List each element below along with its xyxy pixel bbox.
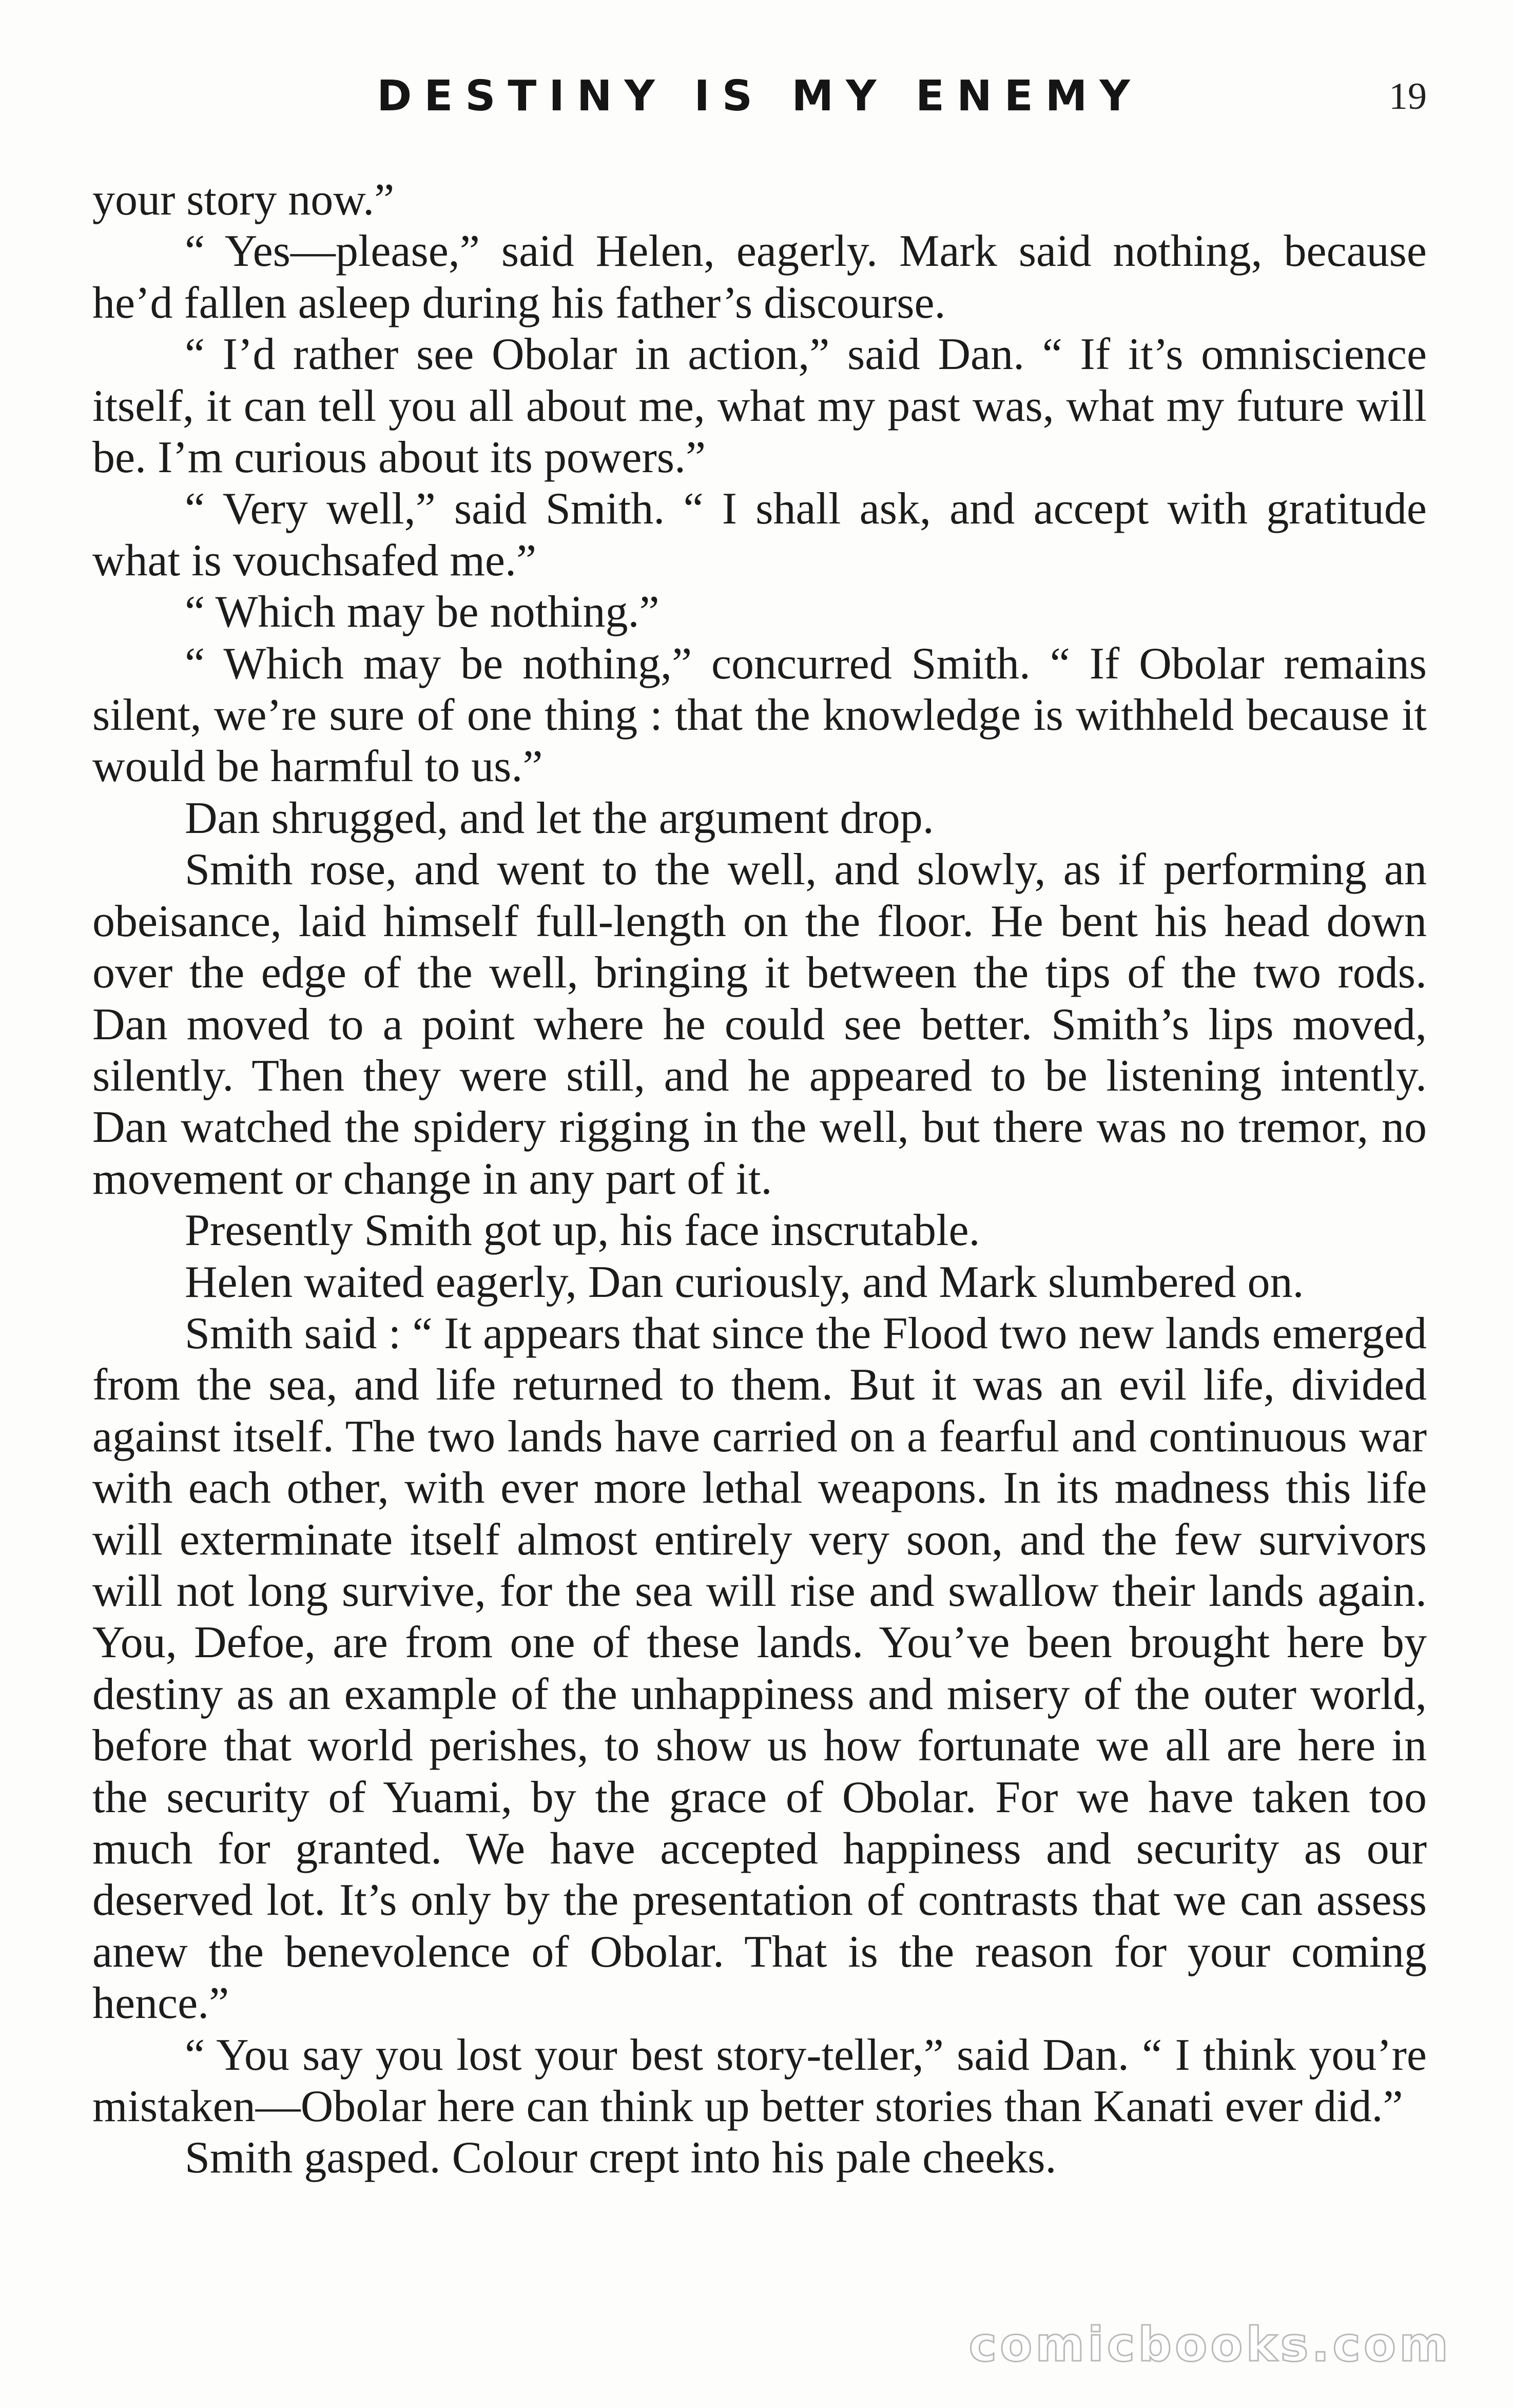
paragraph: Smith gasped. Colour crept into his pale cheeks. bbox=[185, 2133, 1057, 2183]
paragraph: “ Very well,” said Smith. “ I shall ask, and accept with gratitude what is vouchsafed me.” bbox=[92, 484, 1427, 586]
running-title: DESTINY IS MY ENEMY bbox=[377, 72, 1142, 121]
paragraph: Dan shrugged, and let the argument drop. bbox=[185, 793, 934, 843]
paragraph: Helen waited eagerly, Dan curiously, and Mark slumbered on. bbox=[185, 1257, 1304, 1307]
paragraph: Smith rose, and went to the well, and slowly, as if performing an obeisance, laid himself full-length on the floor. He bent his head down over the edge of the well, bringing it between the tips of the two rods. Dan moved to a point where he could see better. Smith’s lips moved, silently. Then they were still, and he appeared to be listening intently. Dan watched the spidery rigging in the well, but there was no tremor, no movement or change in any part of it. bbox=[92, 845, 1427, 1204]
running-header bbox=[92, 72, 1427, 128]
paragraph: your story now.” bbox=[92, 175, 395, 225]
paragraph: Presently Smith got up, his face inscrutable. bbox=[185, 1206, 980, 1256]
paragraph: “ You say you lost your best story-teller,” said Dan. “ I think you’re mistaken—Obolar here can think up better stories than Kanati ever did.” bbox=[92, 2030, 1427, 2132]
body-text bbox=[92, 174, 1427, 2184]
paragraph: “ Which may be nothing.” bbox=[185, 587, 659, 637]
page-number: 19 bbox=[1389, 75, 1427, 118]
paragraph: “ I’d rather see Obolar in action,” said Dan. “ If it’s omniscience itself, it can tell you all about me, what my past was, what my future will be. I’m curious about its powers.” bbox=[92, 329, 1427, 483]
watermark-logo: comicbooks.com bbox=[968, 2317, 1451, 2372]
paragraph: Smith said : “ It appears that since the Flood two new lands emerged from the sea, and life returned to them. But it was an evil life, divided against itself. The two lands have carried on a fearful and continuous war with each other, with ever more lethal weapons. In its madness this life will exterminate itself almost entirely very soon, and the few survivors will not long survive, for the sea will rise and swallow their lands again. You, Defoe, are from one of these lands. You’ve been brought here by destiny as an example of the unhappiness and misery of the outer world, before that world perishes, to show us how fortunate we all are here in the security of Yuami, by the grace of Obolar. For we have taken too much for granted. We have accepted happiness and security as our deserved lot. It’s only by the presentation of contrasts that we can assess anew the benevolence of Obolar. That is the reason for your coming hence.” bbox=[92, 1308, 1427, 2029]
paragraph: “ Which may be nothing,” concurred Smith. “ If Obolar remains silent, we’re sure of one thing : that the knowledge is withheld because it would be harmful to us.” bbox=[92, 638, 1427, 792]
paragraph: “ Yes—please,” said Helen, eagerly. Mark said nothing, because he’d fallen asleep during his father’s discourse. bbox=[92, 226, 1427, 328]
